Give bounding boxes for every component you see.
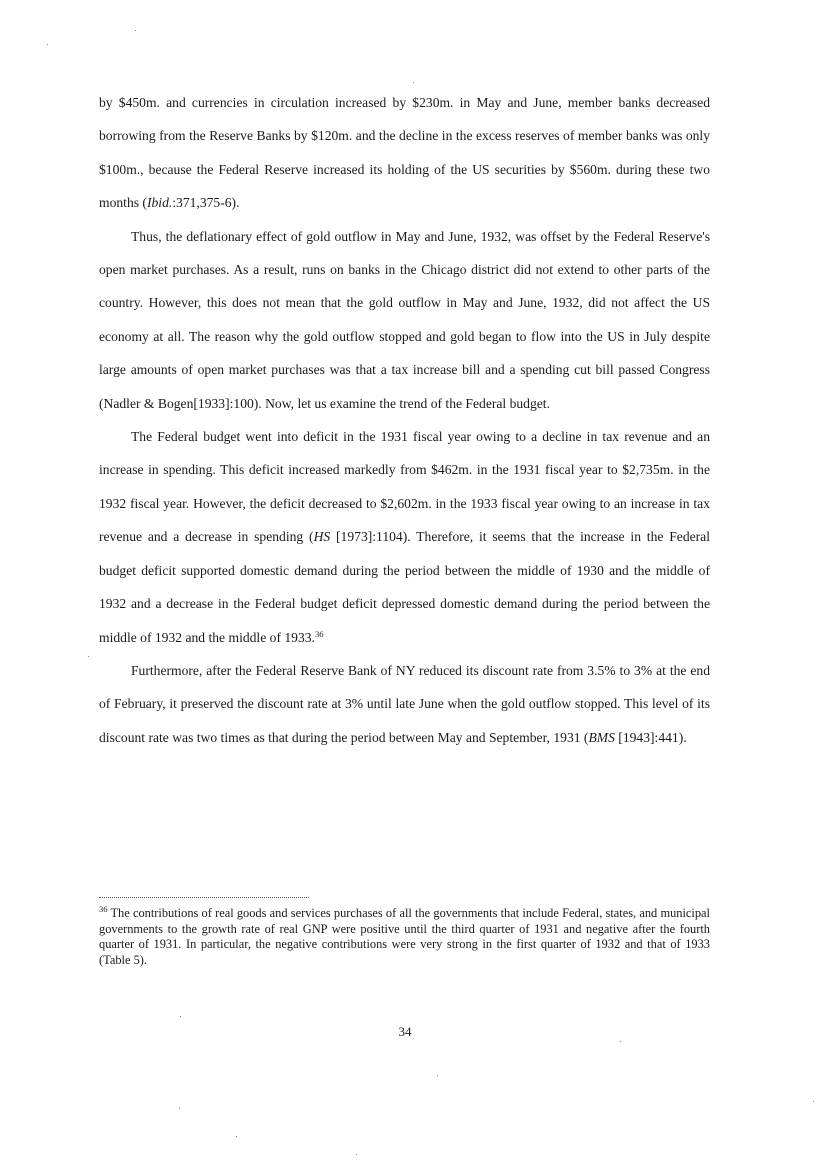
paragraph-2 (99, 220, 710, 420)
paragraph-3-text: The Federal budget went into deficit in the 1931 fiscal year owing to a decline in tax revenue and an increase in spending. This deficit increased markedly from $462m. in the 1931 fiscal year to $2,735m. in the 1932 fiscal year. However, the deficit decreased to $2,602m. in the 1933 fiscal year owing to an increase in tax revenue and a decrease in spending ( (99, 429, 710, 545)
scan-speck (135, 30, 136, 31)
scan-speck (413, 82, 414, 83)
scan-speck (437, 1075, 438, 1076)
body-text (99, 86, 710, 754)
paragraph-2-text: Thus, the deflationary effect of gold outflow in May and June, 1932, was offset by the Federal Reserve's open market purchases. As a result, runs on banks in the Chicago district did not extend to other parts of the country. However, this does not mean that the gold outflow in May and June, 1932, did not affect the US economy at all. The reason why the gold outflow stopped and gold began to flow into the US in July despite large amounts of open market purchases was that a tax increase bill and a spending cut bill passed Congress (Nadler & Bogen[1933]:100). Now, let us examine the trend of the Federal budget. (99, 228, 710, 411)
scan-speck (236, 1136, 237, 1137)
footnote-marker: 36 (99, 904, 108, 914)
paragraph-3 (99, 420, 710, 654)
paragraph-1-citation: Ibid. (146, 195, 173, 211)
page-number: 34 (398, 1024, 412, 1039)
scan-speck (356, 1154, 357, 1155)
scan-speck (180, 1016, 181, 1017)
paragraph-4-citation: BMS (588, 729, 615, 745)
scan-speck (47, 44, 48, 45)
scan-speck (813, 1101, 814, 1102)
paragraph-4-text-end: [1943]:441). (614, 729, 687, 745)
scan-speck (620, 1041, 621, 1042)
paragraph-1-text: by $450m. and currencies in circulation increased by $230m. in May and June, member banks decreased borrowing from the Reserve Banks by $120m. and the decline in the excess reserves of member banks was only $100m., because the Federal Reserve increased its holding of the US securities by $560m. during these two months ( (99, 95, 710, 211)
footnote-paragraph (99, 906, 710, 968)
paragraph-4 (99, 654, 710, 754)
scan-speck (88, 656, 89, 657)
paragraph-1 (99, 86, 710, 220)
paragraph-3-text-end: [1973]:1104). Therefore, it seems that the increase in the Federal budget deficit supported domestic demand during the period between the middle of 1930 and the middle of 1932 and a decrease in the Federal budget deficit depressed domestic demand during the period between the middle of 1932 and the middle of 1933. (99, 529, 710, 645)
footnote-divider (99, 897, 309, 898)
scan-speck (179, 1108, 180, 1109)
footnote-reference[interactable]: 36 (314, 628, 324, 639)
paragraph-4-text: Furthermore, after the Federal Reserve Bank of NY reduced its discount rate from 3.5% to 3% at the end of February, it preserved the discount rate at 3% until late June when the gold outflow stopped. This level of its discount rate was two times as that during the period between May and September, 1931 ( (99, 662, 710, 745)
paragraph-1-text-end: :371,375-6). (172, 195, 240, 211)
paragraph-3-citation: HS (313, 529, 331, 545)
footnote (99, 906, 710, 968)
footnote-text: The contributions of real goods and services purchases of all the governments that include Federal, states, and municipal governments to the growth rate of real GNP were positive until the third quarter of 1931 and negative after the fourth quarter of 1931. In particular, the negative contributions were very strong in the first quarter of 1932 and that of 1933 (Table 5). (99, 906, 710, 967)
